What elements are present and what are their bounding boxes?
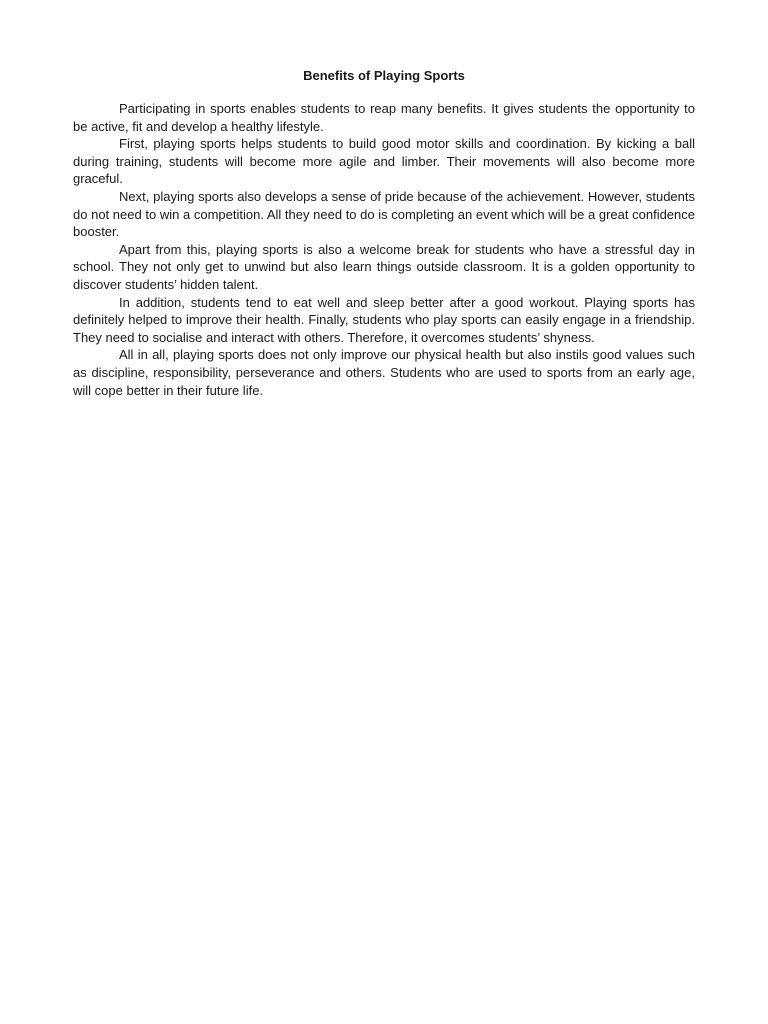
paragraph-break-from-school: Apart from this, playing sports is also a welcome break for students who have a stressful day in school. They not only get to unwind but also learn things outside classroom. It is a golden opportunity to discover students’ hidden talent. xyxy=(73,241,695,292)
paragraph-pride: Next, playing sports also develops a sense of pride because of the achievement. However, students do not need to win a competition. All they need to do is completing an event which will be a great confidence booster. xyxy=(73,188,695,240)
paragraph-intro: Participating in sports enables students to reap many benefits. It gives students the opportunity to be active, fit and develop a healthy lifestyle. xyxy=(73,101,695,134)
paragraph-motor-skills: First, playing sports helps students to build good motor skills and coordination. By kicking a ball during training, students will become more agile and limber. Their movements will also become more graceful. xyxy=(73,136,695,187)
paragraph-conclusion: All in all, playing sports does not only improve our physical health but also instils good values such as discipline, responsibility, perseverance and others. Students who are used to sports from an early age, will cope better in their future life. xyxy=(73,347,695,398)
paragraph-health-friendship: In addition, students tend to eat well and sleep better after a good workout. Playing sports has definitely helped to improve their health. Finally, students who play sports can easily engage in a friendship. They need to socialise and interact with others. Therefore, it overcomes students’ shyness. xyxy=(73,294,695,345)
document-title: Benefits of Playing Sports xyxy=(303,68,465,83)
